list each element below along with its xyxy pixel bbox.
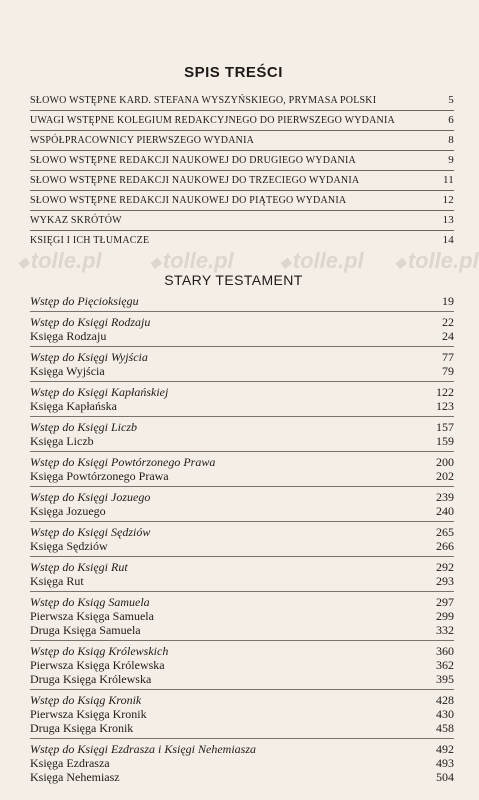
book-entry[interactable] [30,574,454,588]
book-group [30,640,454,686]
toc-entry-page: 123 [436,399,454,413]
toc-entry-page: 297 [436,595,454,609]
toc-entry-page: 239 [436,490,454,504]
book-entry[interactable] [30,504,454,518]
toc-entry-page: 360 [436,644,454,658]
book-entry[interactable] [30,658,454,672]
toc-entry-title: Księga Ezdrasza [30,756,110,770]
toc-entry-title: Księga Powtórzonego Prawa [30,469,169,483]
toc-entry-title: Wstęp do Księgi Powtórzonego Prawa [30,455,216,469]
book-group [30,294,454,308]
toc-entry-title: Pierwsza Księga Samuela [30,609,154,623]
toc-entry-title: Wstęp do Księgi Rodzaju [30,315,151,329]
introduction-entry[interactable] [30,420,454,434]
toc-entry-title: UWAGI WSTĘPNE KOLEGIUM REDAKCYJNEGO DO PIERWSZEGO WYDANIA [30,115,395,126]
book-entry[interactable] [30,539,454,553]
book-group [30,346,454,378]
toc-entry-page: 430 [436,707,454,721]
toc-entry-title: Księga Wyjścia [30,364,105,378]
watermark: ◆ tolle.pl [150,248,234,274]
toc-entry[interactable] [30,172,454,189]
toc-entry-title: Księga Kapłańska [30,399,117,413]
book-group [30,689,454,735]
entry-divider [30,110,454,111]
toc-entry-page: 266 [436,539,454,553]
toc-entry-title: WSPÓŁPRACOWNICY PIERWSZEGO WYDANIA [30,135,255,146]
toc-entry-title: Księga Rut [30,574,84,588]
toc-entry-title: SŁOWO WSTĘPNE REDAKCJI NAUKOWEJ DO DRUGIEGO WYDANIA [30,155,356,166]
toc-entry-page: 22 [442,315,454,329]
toc-entry-page: 200 [436,455,454,469]
entry-divider [30,230,454,231]
toc-entry-page: 332 [436,623,454,637]
toc-entry-title: Księga Nehemiasz [30,770,120,784]
toc-entry-page: 122 [436,385,454,399]
toc-entry-title: Wstęp do Pięcioksięgu [30,294,139,308]
toc-entry-title: SŁOWO WSTĘPNE KARD. STEFANA WYSZYŃSKIEGO, PRYMASA POLSKI [30,95,377,106]
introduction-entry[interactable] [30,294,454,308]
toc-entry[interactable] [30,92,454,109]
toc-entry-title: Wstęp do Księgi Ezdrasza i Księgi Nehemiasza [30,742,257,756]
book-entry[interactable] [30,721,454,735]
toc-entry-title: Druga Księga Samuela [30,623,141,637]
toc-entry-page: 77 [442,350,454,364]
book-group [30,738,454,784]
toc-entry[interactable] [30,112,454,129]
toc-entry-page: 8 [448,134,454,146]
toc-entry-title: Wstęp do Księgi Jozuego [30,490,151,504]
toc-entry[interactable] [30,132,454,149]
toc-entry-page: 12 [442,194,454,206]
introduction-entry[interactable] [30,315,454,329]
introduction-entry[interactable] [30,385,454,399]
book-entry[interactable] [30,623,454,637]
book-entry[interactable] [30,756,454,770]
toc-entry-title: Księga Sędziów [30,539,108,553]
watermark: ◆ tolle.pl [395,248,479,274]
toc-entry-page: 428 [436,693,454,707]
book-group [30,311,454,343]
toc-entry-title: Wstęp do Ksiąg Królewskich [30,644,169,658]
introduction-entry[interactable] [30,644,454,658]
toc-entry-page: 19 [442,294,454,308]
toc-entry-page: 13 [442,214,454,226]
book-entry[interactable] [30,469,454,483]
toc-entry-title: SŁOWO WSTĘPNE REDAKCJI NAUKOWEJ DO PIĄTEGO WYDANIA [30,195,347,206]
toc-entry-page: 458 [436,721,454,735]
watermark: ◆ tolle.pl [18,248,102,274]
book-group [30,451,454,483]
introduction-entry[interactable] [30,595,454,609]
toc-entry-page: 159 [436,434,454,448]
introduction-entry[interactable] [30,560,454,574]
toc-entry-page: 11 [443,174,454,186]
toc-entry[interactable] [30,212,454,229]
toc-entry-page: 24 [442,329,454,343]
toc-entry-page: 493 [436,756,454,770]
introduction-entry[interactable] [30,455,454,469]
book-group [30,521,454,553]
book-entry[interactable] [30,707,454,721]
toc-entry-title: Wstęp do Ksiąg Kronik [30,693,142,707]
toc-entry-title: Wstęp do Księgi Kapłańskiej [30,385,169,399]
toc-entry[interactable] [30,232,454,249]
book-group [30,416,454,448]
toc-entry[interactable] [30,152,454,169]
book-entry[interactable] [30,434,454,448]
old-testament-list [30,294,454,784]
toc-entry-title: Wstęp do Księgi Liczb [30,420,137,434]
toc-entry-page: 9 [448,154,454,166]
toc-entry-page: 157 [436,420,454,434]
introduction-entry[interactable] [30,350,454,364]
toc-entry-title: Wstęp do Księgi Wyjścia [30,350,148,364]
book-entry[interactable] [30,609,454,623]
toc-entry-page: 14 [442,234,454,246]
toc-entry-page: 293 [436,574,454,588]
entry-divider [30,130,454,131]
toc-entry-title: Wstęp do Księgi Rut [30,560,128,574]
section-title: STARY TESTAMENT [164,272,303,288]
toc-entry-page: 265 [436,525,454,539]
introduction-entry[interactable] [30,525,454,539]
toc-entry-title: Druga Księga Kronik [30,721,134,735]
toc-entry-title: Wstęp do Ksiąg Samuela [30,595,150,609]
introduction-entry[interactable] [30,693,454,707]
book-group [30,381,454,413]
entry-divider [30,210,454,211]
toc-entry-title: Wstęp do Księgi Sędziów [30,525,151,539]
book-entry[interactable] [30,672,454,686]
toc-entry-page: 395 [436,672,454,686]
introduction-entry[interactable] [30,742,454,756]
toc-entry-page: 292 [436,560,454,574]
toc-entry-title: SŁOWO WSTĘPNE REDAKCJI NAUKOWEJ DO TRZECIEGO WYDANIA [30,175,360,186]
toc-entry-page: 504 [436,770,454,784]
book-group [30,486,454,518]
entry-divider [30,190,454,191]
book-entry[interactable] [30,364,454,378]
entry-divider [30,150,454,151]
introduction-entry[interactable] [30,490,454,504]
watermark: ◆ tolle.pl [280,248,364,274]
toc-entry-title: Druga Księga Królewska [30,672,152,686]
toc-entry-title: Pierwsza Księga Królewska [30,658,165,672]
toc-entry-title: Księga Liczb [30,434,94,448]
toc-entry-page: 362 [436,658,454,672]
book-group [30,591,454,637]
toc-entry-title: KSIĘGI I ICH TŁUMACZE [30,235,150,246]
toc-entry-page: 299 [436,609,454,623]
toc-entry[interactable] [30,192,454,209]
toc-entry-title: Księga Rodzaju [30,329,107,343]
toc-entry-page: 240 [436,504,454,518]
toc-entry-title: WYKAZ SKRÓTÓW [30,215,122,226]
front-matter-list [30,92,454,249]
toc-entry-page: 6 [448,114,454,126]
toc-entry-title: Księga Jozuego [30,504,106,518]
toc-entry-page: 492 [436,742,454,756]
page-title: SPIS TREŚCI [184,64,283,81]
toc-entry-title: Pierwsza Księga Kronik [30,707,147,721]
book-entry[interactable] [30,399,454,413]
toc-entry-page: 79 [442,364,454,378]
book-entry[interactable] [30,770,454,784]
entry-divider [30,170,454,171]
book-entry[interactable] [30,329,454,343]
toc-entry-page: 202 [436,469,454,483]
book-group [30,556,454,588]
toc-entry-page: 5 [448,94,454,106]
